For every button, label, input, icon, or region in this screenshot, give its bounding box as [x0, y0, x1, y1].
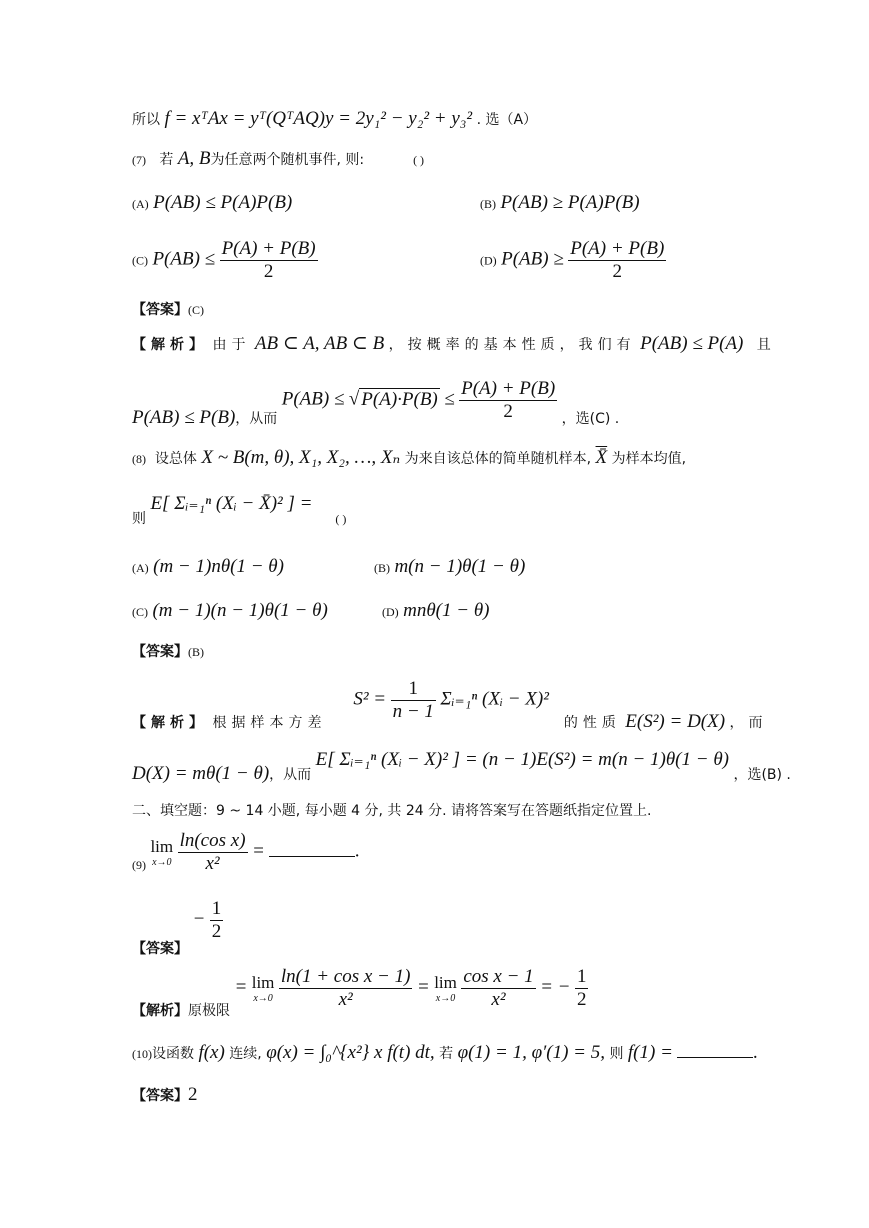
question-ask: f(1) =: [627, 1042, 673, 1063]
event-variables: A, B: [177, 148, 211, 169]
analysis-text: ，按概率的基本性质，我们有: [388, 337, 636, 353]
analysis-choice: ，选(B) .: [733, 767, 791, 783]
analysis-text: 的性质: [563, 714, 621, 731]
sample-mean-symbol: X̄: [595, 447, 608, 468]
option-text: (m − 1)(n − 1)θ(1 − θ): [152, 600, 328, 621]
question-number: (8): [132, 452, 146, 466]
answer-paren: ( ): [413, 153, 425, 167]
analysis-text: ，而: [729, 714, 768, 731]
analysis-choice: ，选(C) .: [561, 410, 620, 427]
answer-value: (C): [188, 303, 204, 317]
variance-property: E(S²) = D(X): [625, 710, 726, 732]
option-text: P(AB) ≤ P(A)P(B): [153, 192, 293, 213]
chain-fraction: [575, 966, 589, 1011]
option-label: (C): [132, 253, 148, 268]
question-number: (10): [132, 1047, 152, 1061]
answer-label: 【答案】: [132, 644, 188, 660]
fraction-denominator: x²: [461, 988, 535, 1011]
fraction-numerator: cos x − 1: [463, 966, 534, 987]
analysis-label: 【解析】: [132, 714, 208, 731]
sqrt-expression: √ P(A)·P(B): [348, 388, 438, 410]
conclusion-prefix: 所以: [132, 112, 160, 128]
option-A: [132, 556, 284, 578]
option-text: m(n − 1)θ(1 − θ): [394, 556, 526, 577]
fraction-denominator: 2: [211, 921, 222, 942]
question-8-analysis-line-1: [132, 678, 768, 732]
option-label: (D): [480, 253, 497, 268]
chain-lhs: P(AB) ≤: [281, 388, 345, 410]
quadratic-form-formula: f = xᵀAx = yᵀ(QᵀAQ)y = 2y₁² − y₂² + y₃²: [164, 108, 473, 129]
answer-value: 2: [188, 1084, 198, 1105]
fraction-denominator: x²: [279, 988, 413, 1011]
equals-sign: =: [251, 840, 265, 862]
section-heading-text: 二、填空题：9 ~ 14 小题, 每小题 4 分, 共 24 分. 请将答案写在答题纸指定位置上.: [132, 803, 652, 819]
fraction-numerator: P(A) + P(B): [221, 238, 316, 259]
sample-variance-lhs: S² =: [353, 688, 387, 710]
option-label: (B): [374, 561, 390, 575]
equals-sign: =: [234, 976, 248, 998]
fraction-denominator: 2: [568, 260, 666, 283]
fraction-numerator: ln(cos x): [179, 830, 246, 851]
fraction-denominator: 2: [459, 400, 557, 423]
analysis-text: 由于: [212, 337, 251, 353]
expectation-expression: E[ Σᵢ₌₁ⁿ (Xᵢ − X̄)² ] =: [150, 493, 313, 514]
intro-conclusion-line: [132, 108, 537, 130]
option-A: [132, 192, 292, 214]
option-text: (m − 1)nθ(1 − θ): [153, 556, 284, 577]
option-fraction: [568, 238, 666, 283]
question-7-stem: [132, 148, 424, 170]
stem-text: 连续,: [229, 1046, 262, 1062]
population-distribution: X ~ B(m, θ), X₁, X₂, …, Xₙ: [201, 447, 401, 468]
answer-label: 【答案】: [132, 1088, 188, 1104]
section-2-heading: [132, 800, 651, 820]
option-lhs: P(AB) ≤: [152, 248, 216, 270]
fill-blank[interactable]: [677, 1057, 753, 1058]
stem-text: 则: [609, 1046, 624, 1062]
integral-definition: φ(x) = ∫₀^{x²} x f(t) dt,: [266, 1042, 435, 1063]
answer-value: (B): [188, 645, 204, 659]
analysis-text: ，从而: [235, 410, 278, 427]
limit-operator: [434, 973, 457, 1004]
equals-sign: =: [416, 976, 430, 998]
option-label: (A): [132, 561, 149, 575]
limit-subscript: x→0: [253, 993, 273, 1004]
binomial-variance: D(X) = mθ(1 − θ): [132, 763, 270, 784]
answer-sign: −: [192, 908, 206, 930]
option-C: [132, 600, 328, 622]
question-7-analysis-line-2: [132, 378, 620, 428]
fraction-numerator: 1: [576, 966, 587, 987]
chain-operator: ≤: [444, 388, 455, 410]
chain-fraction: [459, 378, 557, 423]
limit-subscript: x→0: [152, 857, 172, 868]
question-10-answer: [132, 1084, 198, 1106]
function-symbol: f(x): [198, 1042, 225, 1063]
stem-text: 为样本均值,: [611, 451, 687, 467]
fraction-numerator: P(A) + P(B): [570, 238, 665, 259]
answer-fraction: [210, 898, 224, 943]
question-7-analysis-line-1: [132, 332, 771, 355]
option-D: [480, 238, 666, 283]
fraction-denominator: n − 1: [392, 701, 434, 722]
stem-text: 为来自该总体的简单随机样本,: [404, 451, 592, 467]
stem-text: 则: [132, 511, 146, 527]
question-8-analysis-line-2: [132, 748, 791, 784]
limit-subscript: x→0: [435, 993, 456, 1004]
fraction-numerator: P(A) + P(B): [461, 378, 556, 399]
answer-label: 【答案】: [132, 302, 188, 318]
option-label: (D): [382, 605, 399, 619]
question-8-expression: [132, 492, 347, 527]
question-number: (7): [132, 153, 146, 167]
option-D: [382, 600, 490, 622]
option-C: [132, 238, 318, 283]
chain-fraction: [279, 966, 413, 1011]
period: .: [355, 840, 361, 862]
answer-label: 【答案】: [132, 940, 188, 957]
option-text: P(AB) ≥ P(A)P(B): [500, 192, 640, 213]
analysis-text: 根据样本方差: [212, 714, 327, 731]
question-9-analysis: [132, 966, 588, 1019]
limit-word: lim: [150, 837, 174, 856]
analysis-text: 原极限: [188, 1002, 230, 1019]
option-lhs: P(AB) ≥: [501, 248, 564, 270]
option-label: (B): [480, 197, 496, 211]
stem-text: 设函数: [152, 1046, 194, 1062]
fraction-denominator: x²: [178, 852, 248, 875]
question-9-stem: [132, 830, 360, 875]
chain-fraction: [461, 966, 535, 1011]
expectation-chain: E[ Σᵢ₌₁ⁿ (Xᵢ − X)² ] = (n − 1)E(S²) = m(n − 1)θ(1 − θ): [315, 749, 729, 770]
chain-operator: = −: [540, 976, 571, 998]
subset-condition: AB ⊂ A, AB ⊂ B: [254, 333, 385, 354]
probability-inequality: P(AB) ≤ P(B): [132, 406, 236, 428]
stem-text: 若: [439, 1046, 454, 1062]
option-label: (C): [132, 605, 148, 619]
fraction-numerator: 1: [408, 678, 418, 699]
analysis-text: ，从而: [269, 767, 312, 783]
fraction-denominator: 2: [220, 260, 318, 283]
fraction-numerator: ln(1 + cos x − 1): [280, 966, 411, 987]
analysis-text: 且: [756, 337, 771, 353]
option-B: [374, 556, 525, 578]
limit-word: lim: [251, 973, 275, 992]
given-conditions: φ(1) = 1, φ′(1) = 5,: [457, 1042, 605, 1063]
period: .: [753, 1042, 759, 1063]
limit-operator: [150, 837, 173, 868]
limit-word: lim: [434, 973, 457, 992]
question-9-answer: [132, 898, 223, 957]
question-8-stem: [132, 446, 686, 469]
sqrt-radicand: P(A)·P(B): [361, 388, 438, 410]
option-fraction: [220, 238, 318, 283]
option-B: [480, 192, 640, 214]
sample-variance-fraction: [391, 678, 436, 723]
stem-text: 若: [159, 152, 174, 168]
fraction-denominator: 2: [576, 989, 587, 1010]
analysis-label: 【解析】: [132, 1002, 188, 1019]
question-10-stem: [132, 1042, 758, 1064]
limit-operator: [252, 973, 275, 1004]
limit-fraction: [178, 830, 248, 875]
answer-paren: ( ): [335, 512, 347, 526]
question-7-answer: [132, 299, 204, 319]
stem-text: 设总体: [154, 451, 197, 467]
conclusion-choice: . 选（A）: [476, 112, 538, 128]
stem-text: 为任意两个随机事件, 则:: [210, 152, 365, 168]
option-label: (A): [132, 197, 149, 211]
question-8-answer: [132, 641, 204, 661]
question-number: (9): [132, 857, 146, 872]
analysis-label: 【解析】: [132, 337, 208, 353]
option-text: mnθ(1 − θ): [403, 600, 490, 621]
sample-variance-sum: Σᵢ₌₁ⁿ (Xᵢ − X)²: [440, 688, 549, 710]
fill-blank[interactable]: [269, 856, 355, 857]
fraction-numerator: 1: [211, 898, 222, 919]
probability-inequality: P(AB) ≤ P(A): [640, 333, 744, 354]
